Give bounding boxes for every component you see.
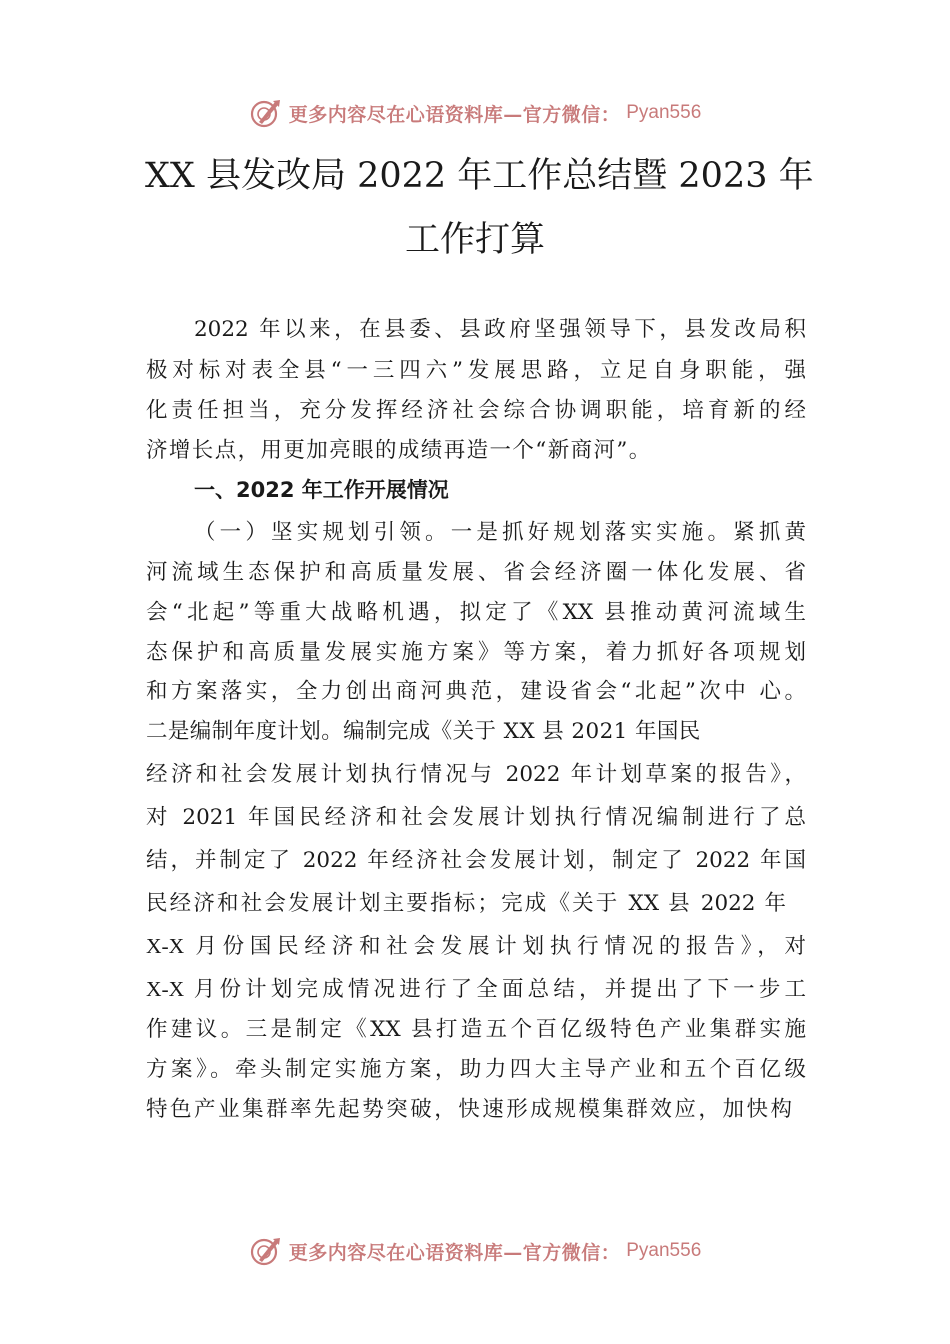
paragraph-line: 2022 年以来，在县委、县政府坚强领导下，县发改局积: [194, 317, 806, 342]
paragraph-line: 方案》。牵头制定实施方案，助力四大主导产业和五个百亿级: [146, 1057, 806, 1082]
paragraph-line: 结，并制定了 2022 年经济社会发展计划，制定了 2022 年国: [146, 848, 806, 873]
paragraph-line: 和方案落实，全力创出商河典范，建设省会“北起”次中 心。: [146, 679, 806, 704]
paragraph-line: X-X 月份计划完成情况进行了全面总结，并提出了下一步工: [146, 977, 806, 1001]
logo-icon: [249, 96, 283, 130]
logo-icon: [249, 1234, 283, 1268]
watermark-text: 更多内容尽在心语资料库—官方微信：: [288, 1241, 621, 1264]
paragraph-line: 民经济和社会发展计划主要指标；完成《关于 XX 县 2022 年: [146, 891, 786, 916]
document-title-line-1: XX 县发改局 2022 年工作总结暨 2023 年: [145, 156, 814, 196]
watermark-bottom: [0, 1234, 950, 1268]
watermark-id: Pyan556: [626, 1240, 702, 1261]
paragraph-line: 作建议。三是制定《XX 县打造五个百亿级特色产业集群实施: [146, 1017, 806, 1042]
paragraph-line: 对 2021 年国民经济和社会发展计划执行情况编制进行了总: [146, 805, 806, 830]
paragraph-line: 济增长点，用更加亮眼的成绩再造一个“新商河”。: [146, 438, 652, 463]
paragraph-line: 会“北起”等重大战略机遇，拟定了《XX 县推动黄河流域生: [146, 600, 806, 625]
section-heading: 一、2022 年工作开展情况: [194, 478, 449, 502]
paragraph-line: 化责任担当，充分发挥经济社会综合协调职能，培育新的经: [146, 398, 806, 423]
document-title-line-2: 工作打算: [404, 220, 545, 260]
paragraph-line: 态保护和高质量发展实施方案》等方案，着力抓好各项规划: [146, 640, 806, 665]
paragraph-line: （一）坚实规划引领。一是抓好规划落实实施。紧抓黄: [194, 520, 806, 545]
paragraph-line: 经济和社会发展计划执行情况与 2022 年计划草案的报告》，: [146, 762, 806, 787]
paragraph-line: 特色产业集群率先起势突破，快速形成规模集群效应，加快构: [146, 1097, 792, 1122]
watermark-top: [0, 96, 950, 130]
paragraph-line: 极对标对表全县“一三四六”发展思路，立足自身职能，强: [146, 358, 806, 383]
paragraph-line: X-X 月份国民经济和社会发展计划执行情况的报告》，对: [146, 934, 806, 958]
paragraph-line: 河流域生态保护和高质量发展、省会经济圈一体化发展、省: [146, 560, 806, 585]
paragraph-line: 二是编制年度计划。编制完成《关于 XX 县 2021 年国民: [146, 719, 701, 744]
watermark-text: 更多内容尽在心语资料库—官方微信：: [288, 103, 621, 126]
watermark-id: Pyan556: [626, 102, 702, 123]
